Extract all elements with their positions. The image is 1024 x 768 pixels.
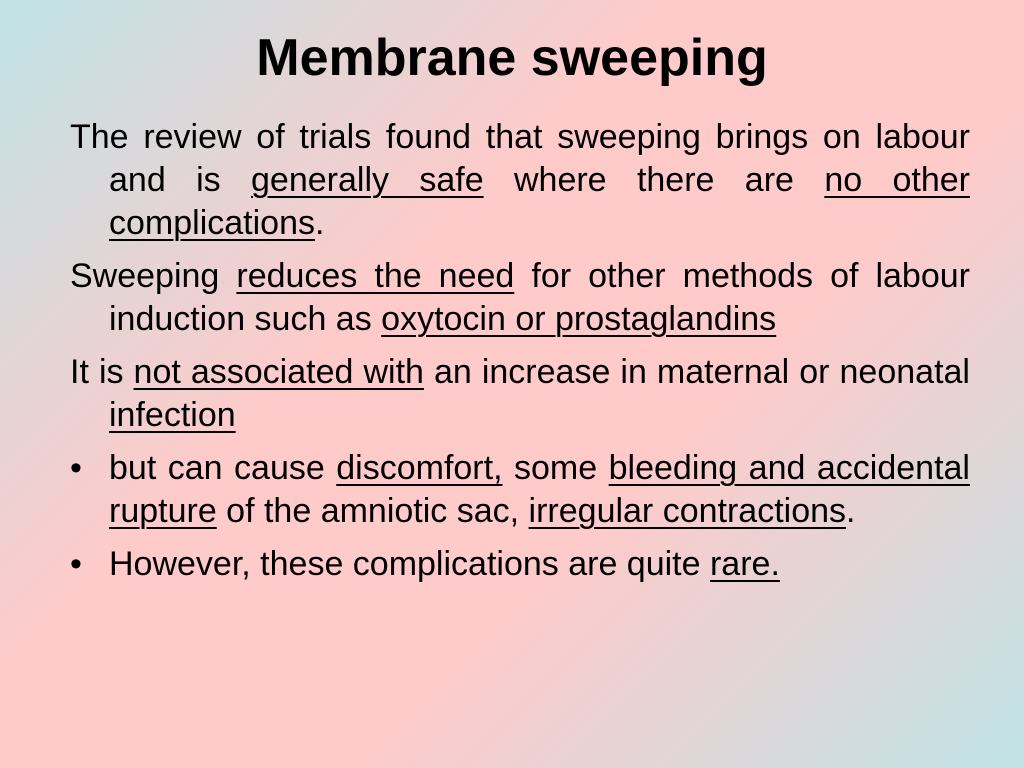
text-span: . — [314, 204, 325, 242]
bullet-marker: • — [70, 545, 82, 583]
paragraph-not-associated — [70, 351, 970, 437]
text-span: of the amniotic sac, — [216, 492, 529, 530]
underlined-text: rare. — [709, 545, 780, 583]
bullet-marker: • — [70, 449, 82, 487]
underlined-text: oxytocin or prostaglandins — [381, 300, 777, 338]
underlined-text: no other complications — [109, 161, 971, 242]
text-span: for other methods of labour induction such as — [109, 257, 970, 338]
underlined-text: generally safe — [251, 161, 484, 199]
text-span: an increase in maternal or neonatal — [423, 353, 970, 391]
underlined-text: discomfort, — [336, 449, 503, 487]
text-span: but can cause — [109, 449, 337, 487]
paragraph-reduces-need — [70, 255, 970, 341]
underlined-text: bleeding and accidental rupture — [109, 449, 970, 530]
bullet-item-discomfort — [70, 447, 970, 533]
underlined-text: infection — [109, 396, 236, 434]
text-span: It is — [70, 353, 134, 391]
slide-body — [70, 116, 970, 596]
text-span: some — [502, 449, 609, 487]
bullet-item-rare — [70, 543, 970, 586]
text-span: Sweeping — [70, 257, 237, 295]
underlined-text: irregular contractions — [528, 492, 847, 530]
underlined-text: not associated with — [133, 353, 424, 391]
paragraph-review-of-trials — [70, 116, 970, 245]
text-span: . — [846, 492, 856, 530]
text-span: However, these complications are quite — [109, 545, 710, 583]
text-span: where there are — [483, 161, 825, 199]
text-span: The review of trials found that sweeping brings on labour and is — [70, 118, 970, 199]
slide-title: Membrane sweeping — [256, 29, 768, 87]
underlined-text: reduces the need — [236, 257, 515, 295]
